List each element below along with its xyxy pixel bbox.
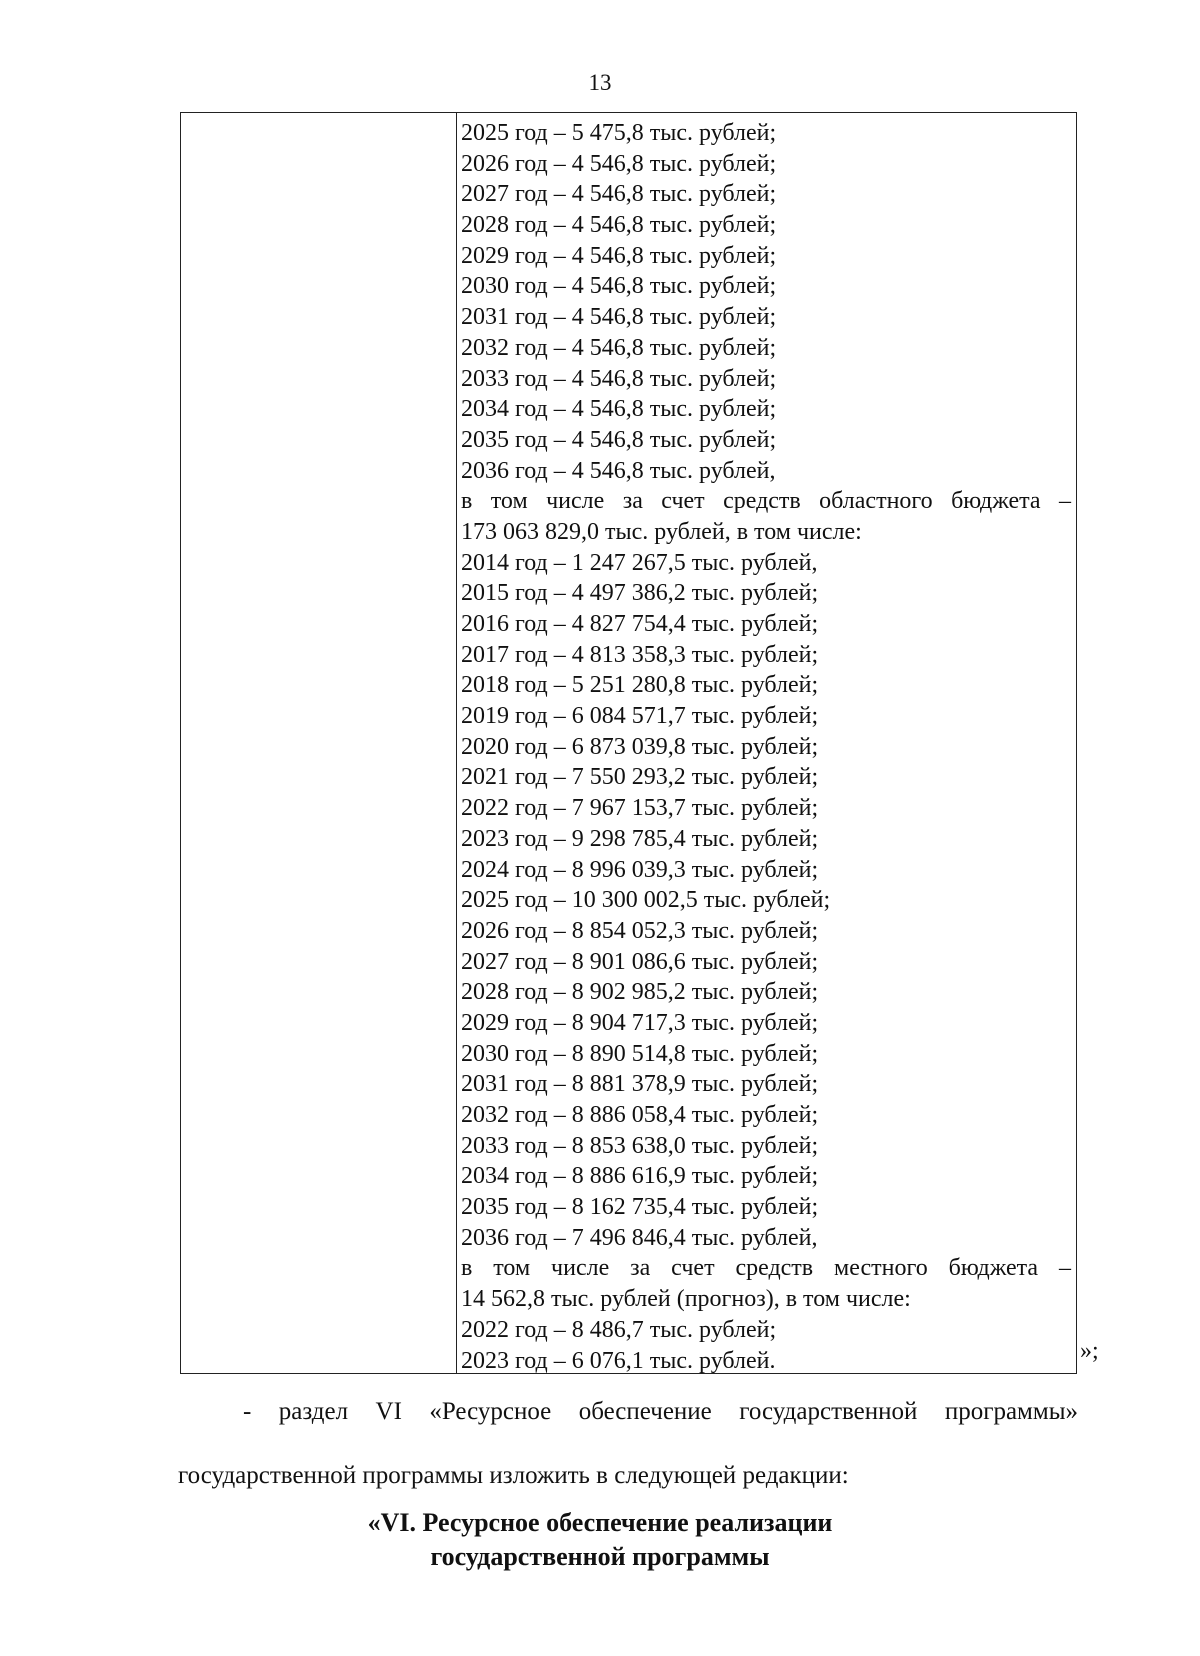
funding-line: 2026 год – 4 546,8 тыс. рублей; (461, 150, 777, 177)
funding-line: 2036 год – 7 496 846,4 тыс. рублей, (461, 1224, 818, 1251)
funding-table-right-cell (457, 113, 1076, 1373)
funding-line: 2017 год – 4 813 358,3 тыс. рублей; (461, 641, 819, 668)
amendment-paragraph-line-1: - раздел VI «Ресурсное обеспечение государственной программы» (243, 1398, 1078, 1425)
funding-line: 2036 год – 4 546,8 тыс. рублей, (461, 457, 776, 484)
funding-line: 2030 год – 4 546,8 тыс. рублей; (461, 273, 777, 300)
funding-line: 2027 год – 8 901 086,6 тыс. рублей; (461, 948, 819, 975)
funding-line: 2022 год – 7 967 153,7 тыс. рублей; (461, 795, 819, 822)
funding-line: 2035 год – 8 162 735,4 тыс. рублей; (461, 1194, 819, 1221)
funding-line: 2034 год – 4 546,8 тыс. рублей; (461, 396, 777, 423)
funding-line: 173 063 829,0 тыс. рублей, в том числе: (461, 518, 862, 545)
section-heading-line-1: «VI. Ресурсное обеспечение реализации (367, 1508, 833, 1537)
funding-line: 2028 год – 8 902 985,2 тыс. рублей; (461, 979, 819, 1006)
funding-line: 2035 год – 4 546,8 тыс. рублей; (461, 426, 777, 453)
funding-line: 2034 год – 8 886 616,9 тыс. рублей; (461, 1163, 819, 1190)
funding-line: 2023 год – 6 076,1 тыс. рублей. (461, 1347, 776, 1374)
funding-line: 2031 год – 8 881 378,9 тыс. рублей; (461, 1071, 819, 1098)
funding-line: 14 562,8 тыс. рублей (прогноз), в том числе: (461, 1286, 911, 1313)
funding-table-left-cell (181, 113, 457, 1373)
funding-line: 2019 год – 6 084 571,7 тыс. рублей; (461, 703, 819, 730)
closing-quote: »; (1080, 1338, 1099, 1364)
funding-line: 2030 год – 8 890 514,8 тыс. рублей; (461, 1040, 819, 1067)
funding-line: 2021 год – 7 550 293,2 тыс. рублей; (461, 764, 819, 791)
section-heading (0, 1506, 1200, 1574)
funding-line: 2029 год – 4 546,8 тыс. рублей; (461, 242, 777, 269)
funding-line: 2026 год – 8 854 052,3 тыс. рублей; (461, 917, 819, 944)
funding-line: 2033 год – 4 546,8 тыс. рублей; (461, 365, 777, 392)
funding-line: 2027 год – 4 546,8 тыс. рублей; (461, 181, 777, 208)
funding-line: 2023 год – 9 298 785,4 тыс. рублей; (461, 825, 819, 852)
funding-line: 2015 год – 4 497 386,2 тыс. рублей; (461, 580, 819, 607)
funding-line: 2029 год – 8 904 717,3 тыс. рублей; (461, 1009, 819, 1036)
funding-line: 2020 год – 6 873 039,8 тыс. рублей; (461, 733, 819, 760)
page-number: 13 (588, 70, 612, 95)
funding-table (180, 112, 1077, 1374)
funding-line: 2028 год – 4 546,8 тыс. рублей; (461, 212, 777, 239)
amendment-paragraph-line-2: государственной программы изложить в следующей редакции: (178, 1462, 849, 1489)
section-heading-line-2: государственной программы (430, 1542, 770, 1571)
funding-line: 2033 год – 8 853 638,0 тыс. рублей; (461, 1132, 819, 1159)
funding-line: 2025 год – 5 475,8 тыс. рублей; (461, 120, 777, 146)
funding-line: 2031 год – 4 546,8 тыс. рублей; (461, 304, 777, 331)
funding-line: в том числе за счет средств местного бюджета – (461, 1255, 1071, 1282)
funding-line: 2032 год – 8 886 058,4 тыс. рублей; (461, 1102, 819, 1128)
funding-line: 2032 год – 4 546,8 тыс. рублей; (461, 334, 777, 361)
funding-line: в том числе за счет средств областного бюджета – (461, 488, 1071, 515)
funding-line: 2022 год – 8 486,7 тыс. рублей; (461, 1316, 777, 1343)
funding-line: 2018 год – 5 251 280,8 тыс. рублей; (461, 672, 819, 699)
funding-line: 2025 год – 10 300 002,5 тыс. рублей; (461, 887, 831, 914)
funding-line: 2016 год – 4 827 754,4 тыс. рублей; (461, 611, 819, 637)
funding-line: 2024 год – 8 996 039,3 тыс. рублей; (461, 856, 819, 883)
funding-line: 2014 год – 1 247 267,5 тыс. рублей, (461, 549, 818, 576)
